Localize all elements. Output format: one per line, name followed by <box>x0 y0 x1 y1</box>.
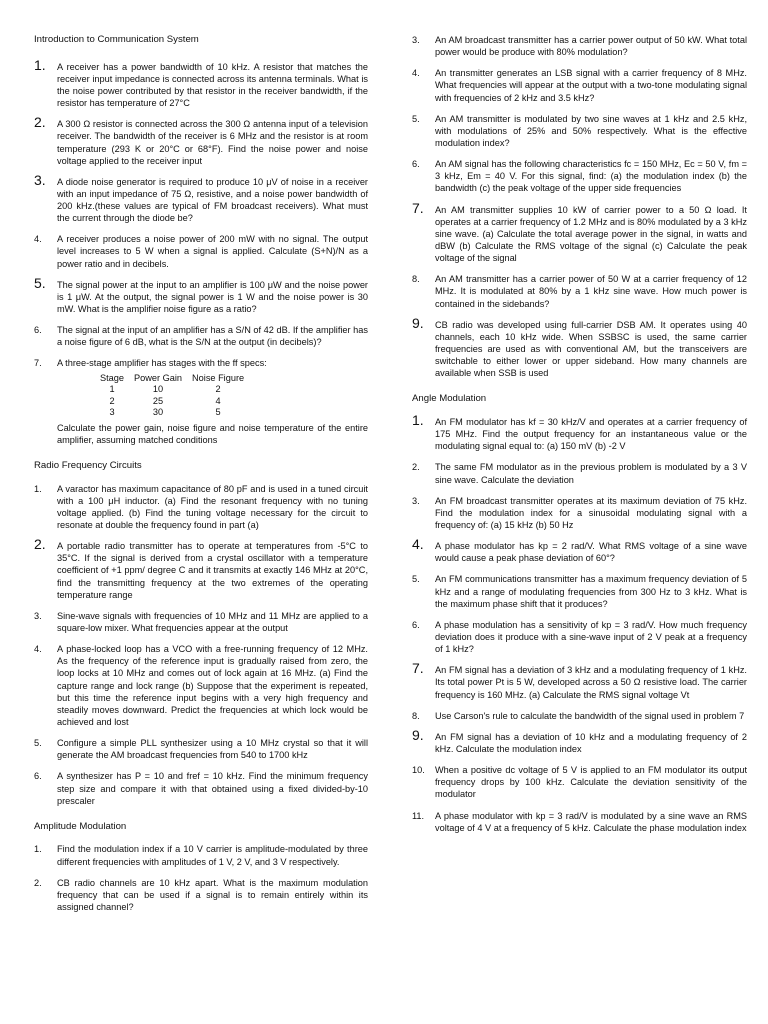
question-number: 6. <box>34 771 42 782</box>
question-text: A receiver has a power bandwidth of 10 kHz. A resistor that matches the receiver input impedance is connected across its antenna terminals. What is the noise power contributed by that resistor in the receiver bandwidth, if the resistor has temperature of 27°C <box>57 61 368 109</box>
question-text: The signal power at the input to an amplifier is 100 μW and the noise power is 1 μW. At the output, the signal power is 1 W and the noise power is 30 mW. What is the amplifier noise figure as a ratio? <box>57 279 368 315</box>
question-text: An AM transmitter has a carrier power of 50 W at a carrier frequency of 12 MHz. It is modulated at 80% by a 1 kHz sine wave. How much power is contained in the sidebands? <box>435 274 747 309</box>
question-text: Sine-wave signals with frequencies of 10 MHz and 11 MHz are applied to a square-low mixer. What frequencies appear at the output <box>57 610 368 633</box>
question-item <box>412 573 747 609</box>
table-cell: 10 <box>152 384 164 395</box>
question-number: 3. <box>34 171 46 188</box>
amplifier-specs-table <box>100 373 254 419</box>
question-text: When a positive dc voltage of 5 V is applied to an FM modulator its output frequency drops by 100 kHz. Calculate the deviation sensitivity of the modulator <box>435 765 747 800</box>
table-row <box>100 384 254 396</box>
question-item <box>34 610 368 634</box>
question-text: A phase modulator has kp = 2 rad/V. What RMS voltage of a sine wave would cause a peak phase deviation of 60°? <box>435 541 747 564</box>
question-text: An AM broadcast transmitter has a carrier power output of 50 kW. What total power would be produce with 80% modulation? <box>435 35 747 58</box>
document-title: Introduction to Communication System <box>34 34 199 45</box>
question-text <box>57 357 368 445</box>
question-item <box>34 56 368 110</box>
section-heading: Amplitude Modulation <box>34 820 127 832</box>
table-header: Power Gain <box>134 372 183 383</box>
question-number: 5. <box>412 113 420 124</box>
question-text: The same FM modulator as in the previous problem is modulated by a 3 V sine wave. Calculate the deviation <box>435 462 747 485</box>
table-cell: 3 <box>109 407 115 418</box>
question-number: 7. <box>412 660 424 677</box>
question-text: An AM transmitter is modulated by two sine waves at 1 kHz and 2.5 kHz, with modulations of 25% and 50% respectively. What is the effective modulation index? <box>435 113 747 148</box>
question-number: 4. <box>412 536 424 553</box>
question-item <box>412 764 747 800</box>
question-number: 2. <box>412 462 420 473</box>
question-item <box>412 158 747 194</box>
question-number: 8. <box>412 710 420 721</box>
question-item <box>34 274 368 315</box>
table-header: Noise Figure <box>192 372 245 383</box>
question-item <box>34 643 368 728</box>
question-item <box>412 660 747 700</box>
table-cell: 5 <box>215 407 221 418</box>
question-text: An FM broadcast transmitter operates at its maximum deviation of 75 kHz. Find the modulation index for a sinusoidal modulating signal with a frequency of: (a) 15 kHz (b) 50 Hz <box>435 495 747 531</box>
left-sections <box>34 460 368 913</box>
question-item <box>412 67 747 103</box>
question-item <box>412 619 747 655</box>
right-sections <box>412 34 747 834</box>
question-text: A phase modulator with kp = 3 rad/V is modulated by a sine wave an RMS voltage of 4 V at a frequency of 5 kHz. Calculate the phase modulation index <box>435 810 747 833</box>
question-intro: A three-stage amplifier has stages with the ff specs: <box>57 358 267 369</box>
question-number: 6. <box>412 619 420 630</box>
question-item <box>34 171 368 225</box>
section-heading: Angle Modulation <box>412 393 487 405</box>
question-text: A varactor has maximum capacitance of 80 pF and is used in a tuned circuit with a 100 μH inductor. (a) Find the resonant frequency with no tuning voltage applied. (b) Find the tuning voltage necessary for the circuit to resonate at double the frequency found in part (a) <box>57 483 368 530</box>
question-text: An FM signal has a deviation of 10 kHz and a modulating frequency of 2 kHz. Calculate the modulation index <box>435 731 747 754</box>
table-row <box>100 396 254 408</box>
question-text: A 300 Ω resistor is connected across the 300 Ω antenna input of a television receiver. The bandwidth of the receiver is 6 MHz and the resistor is at room temperature (293 K or 20°C or 68°F). Find the noise power and noise voltage applied to the receiver input <box>57 119 368 166</box>
section-heading: Radio Frequency Circuits <box>34 459 142 471</box>
table-cell: 1 <box>109 384 115 395</box>
question-item <box>412 113 747 149</box>
question-item <box>412 726 747 755</box>
question-item <box>34 114 368 167</box>
question-text: A phase modulation has a sensitivity of kp = 3 rad/V. How much frequency deviation does it produce with a sine-wave input of 2 V peak at a frequency of 1 kHz? <box>435 619 747 655</box>
question-number: 4. <box>412 68 420 79</box>
question-number: 3. <box>412 35 420 45</box>
question-number: 3. <box>412 495 420 506</box>
question-text: An AM signal has the following characteristics fc = 150 MHz, Ec = 50 V, fm = 3 kHz, Em = 40 V. For this signal, find: (a) the modulation index (b) the bandwidth (c) the peak voltage of the upper side frequencies <box>435 159 747 194</box>
table-cell: 4 <box>215 395 221 406</box>
question-text: A diode noise generator is required to produce 10 μV of noise in a receiver with an input impedance of 75 Ω, resistive, and a noise power bandwidth of 200 kHz.(these values are typical of FM broadcast receivers). What must the current through the diode be? <box>57 176 368 224</box>
question-item <box>412 273 747 309</box>
question-number: 3. <box>34 610 42 621</box>
table-header: Stage <box>100 372 125 383</box>
table-cell: 30 <box>152 407 164 418</box>
question-item <box>412 314 747 380</box>
question-item <box>412 461 747 485</box>
question-number: 5. <box>412 574 420 585</box>
question-item <box>34 536 368 601</box>
table-cell: 2 <box>215 384 221 395</box>
question-item <box>34 877 368 913</box>
question-item <box>34 770 368 806</box>
right-column <box>412 34 747 843</box>
question-item <box>412 34 747 58</box>
table-cell: 2 <box>109 395 115 406</box>
left-column <box>34 34 368 922</box>
question-number: 7. <box>412 199 424 216</box>
question-text: An transmitter generates an LSB signal with a carrier frequency of 8 MHz. What frequencies will appear at the output with a two-tone modulating signal with frequencies of 2 kHz and 3.5 kHz? <box>435 68 747 103</box>
question-number: 5. <box>34 738 42 749</box>
question-item <box>34 737 368 761</box>
question-text: Find the modulation index if a 10 V carrier is amplitude-modulated by three different frequencies with amplitudes of 1 V, 2 V, and 3 V respectively. <box>57 844 368 867</box>
question-text: An FM modulator has kf = 30 kHz/V and operates at a carrier frequency of 175 MHz. Find the output frequency for an instantaneous value or the modulating signal equal to: (a) 150 mV (b) -2 V <box>435 417 747 452</box>
question-number: 9. <box>412 726 424 743</box>
question-item <box>412 199 747 265</box>
question-text: An AM transmitter supplies 10 kW of carrier power to a 50 Ω load. It operates at a carrier frequency of 1.2 MHz and is 80% modulated by a 3 kHz sine wave. (a) Calculate the total average power in the signal, in watts and dBW (b) Calculate the RMS voltage of the signal (c) Calculate the peak voltage of the signal <box>435 204 747 264</box>
question-item <box>34 483 368 532</box>
question-text: Configure a simple PLL synthesizer using a 10 MHz crystal so that it will generate the AM broadcast frequencies from 540 to 1700 kHz <box>57 738 368 761</box>
question-text: A portable radio transmitter has to operate at temperatures from -5°C to 35°C. If the signal is derived from a crystal oscillator with a temperature coefficient of +1 ppm/ degree C and it transmits at exactly 146 MHz at 20°C, find the transmitting frequency at the two extremes of the operating temperature range <box>57 541 368 600</box>
question-item <box>412 495 747 531</box>
table-cell: 25 <box>152 395 164 406</box>
question-number: 8. <box>412 274 420 285</box>
question-item <box>34 357 368 445</box>
question-number: 1. <box>412 412 424 429</box>
question-item <box>412 710 747 722</box>
question-number: 7. <box>34 358 42 369</box>
question-item <box>34 324 368 348</box>
question-number: 6. <box>34 325 42 336</box>
question-text: A phase-locked loop has a VCO with a free-running frequency of 12 MHz. As the frequency of the reference input is gradually raised from zero, the loop locks at 10 MHz and comes out of lock again at 16 MHz. (a) Find the capture range and lock range (b) Suppose that the experiment is repeated, but this time the reference input begins with a very high frequency and steadily moves downward. Predict the frequencies at which lock would be achieved and lost <box>57 644 368 727</box>
question-number: 1. <box>34 483 42 494</box>
question-item <box>412 536 747 564</box>
question-text: A receiver produces a noise power of 200 mW with no signal. The output level increases to 5 W when a signal is applied. Calculate (S+N)/N as a power ratio and in decibels. <box>57 234 368 269</box>
question-text: Use Carson's rule to calculate the bandwidth of the signal used in problem 7 <box>435 710 745 721</box>
question-text: An FM communications transmitter has a maximum frequency deviation of 5 kHz and a range of modulating frequencies from 300 Hz to 3 kHz. What is the maximum phase shift that it produces? <box>435 574 747 609</box>
question-item <box>412 810 747 834</box>
question-text: CB radio was developed using full-carrier DSB AM. It operates using 40 channels, each 10 kHz wide. When SSBSC is used, the same carrier frequencies are used as with conventional AM, but the transceivers are switchable to either lower or upper sideband. How many channels are available when SSB is used <box>435 319 747 379</box>
question-number: 2. <box>34 877 42 888</box>
question-item <box>34 843 368 867</box>
question-text: An FM signal has a deviation of 3 kHz and a modulating frequency of 1 kHz. Its total power Pt is 5 W, developed across a 50 Ω resistive load. The carrier frequency is 160 MHz. (a) Calculate the RMS signal voltage Vt <box>435 665 747 700</box>
question-number: 4. <box>34 644 42 655</box>
question-number: 2. <box>34 536 46 553</box>
question-number: 4. <box>34 234 42 245</box>
question-number: 10. <box>412 765 425 776</box>
question-text: A synthesizer has P = 10 and fref = 10 kHz. Find the minimum frequency step size and compare it with that obtained using a fixed divided-by-10 prescaler <box>57 771 368 806</box>
question-text: The signal at the input of an amplifier has a S/N of 42 dB. If the amplifier has a noise figure of 6 dB, what is the S/N at the output (in decibels)? <box>57 325 368 348</box>
question-number: 6. <box>412 159 420 170</box>
question-number: 9. <box>412 314 424 331</box>
question-number: 5. <box>34 274 46 291</box>
question-item <box>412 412 747 452</box>
question-text: CB radio channels are 10 kHz apart. What is the maximum modulation frequency that can be used if a signal is to remain entirely within its assigned channel? <box>57 877 368 912</box>
question-number: 1. <box>34 56 46 73</box>
question-number: 11. <box>412 810 425 821</box>
question-item <box>34 233 368 269</box>
question-number: 2. <box>34 114 46 131</box>
question-number: 1. <box>34 844 42 855</box>
table-row <box>100 407 254 419</box>
question-outro: Calculate the power gain, noise figure and noise temperature of the entire amplifier, assuming matched conditions <box>57 422 368 445</box>
intro-questions <box>34 56 368 349</box>
